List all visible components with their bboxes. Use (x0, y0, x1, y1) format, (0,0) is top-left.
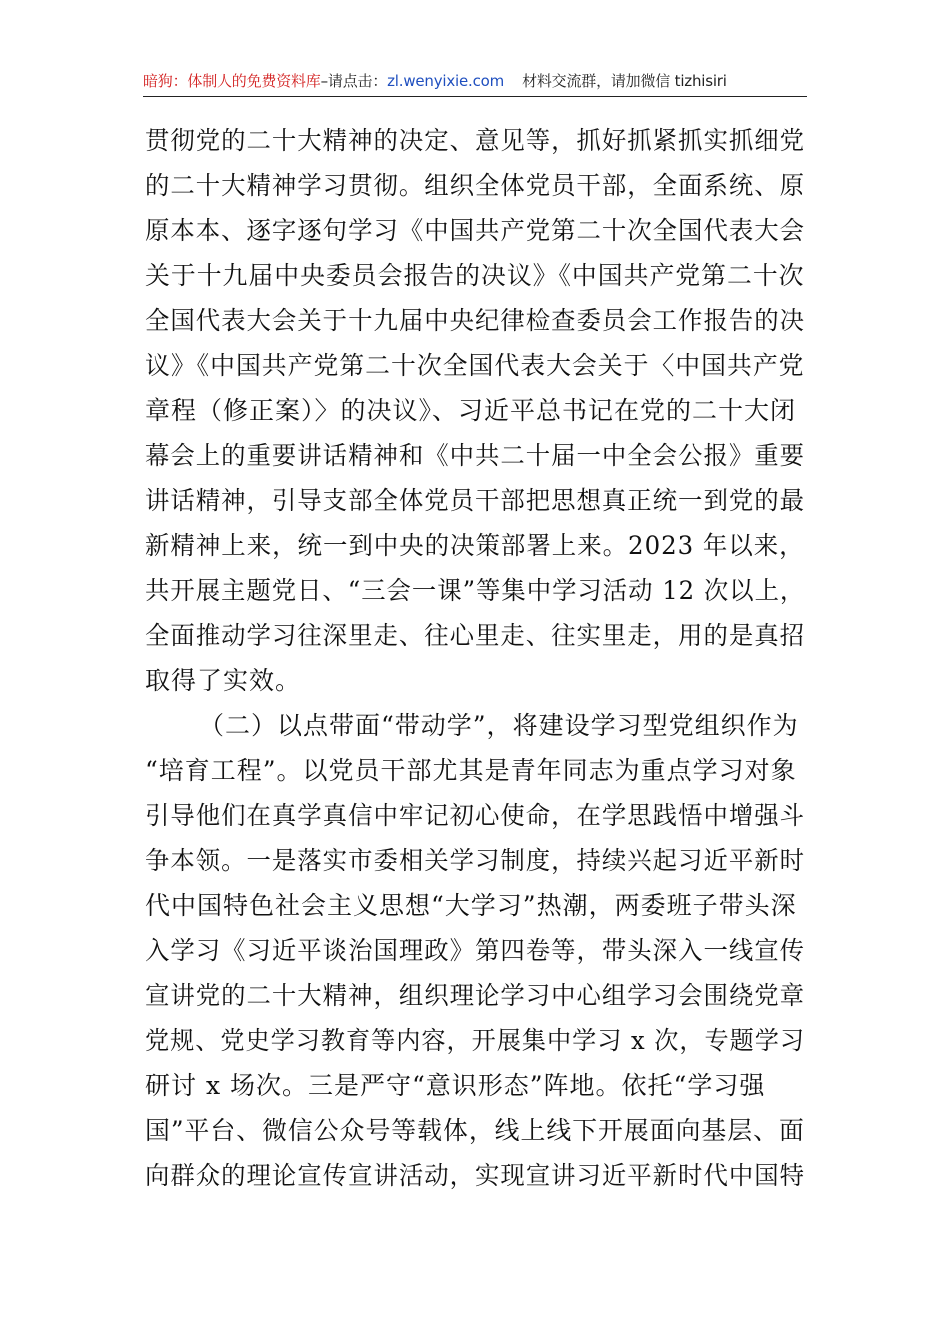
body-line: 新精神上来，统一到中央的决策部署上来。2023 年以来， (145, 531, 805, 560)
body-line: “培育工程”。以党员干部尤其是青年同志为重点学习对象 (145, 756, 797, 785)
body-line: 的二十大精神学习贯彻。组织全体党员干部，全面系统、原 (145, 171, 805, 200)
body-line: 研讨 x 场次。三是严守“意识形态”阵地。依托“学习强 (145, 1071, 766, 1100)
body-line: 幕会上的重要讲话精神和《中共二十届一中全会公报》重要 (145, 441, 805, 470)
body-line: 章程（修正案）〉的决议》、习近平总书记在党的二十大闭 (145, 396, 797, 425)
page-header (143, 66, 807, 97)
header-dash: – (320, 72, 328, 90)
section-heading-line: （二）以点带面“带动学”，将建设学习型党组织作为 (199, 711, 799, 740)
body-line: 争本领。一是落实市委相关学习制度，持续兴起习近平新时 (145, 846, 805, 875)
body-line: 向群众的理论宣传宣讲活动，实现宣讲习近平新时代中国特 (145, 1161, 805, 1190)
body-line: 党规、党史学习教育等内容，开展集中学习 x 次，专题学习 (145, 1026, 805, 1055)
body-line: 贯彻党的二十大精神的决定、意见等，抓好抓紧抓实抓细党 (145, 126, 805, 155)
body-line: 宣讲党的二十大精神，组织理论学习中心组学习会围绕党章 (145, 981, 805, 1010)
body-line: 共开展主题党日、“三会一课”等集中学习活动 12 次以上， (145, 576, 806, 605)
body-line: 全面推动学习往深里走、往心里走、往实里走，用的是真招 (145, 621, 805, 650)
body-line: 关于十九届中央委员会报告的决议》《中国共产党第二十次 (145, 261, 805, 290)
header-group-info: 材料交流群，请加微信 tizhisiri (522, 72, 727, 90)
body-line: 国”平台、微信公众号等载体，线上线下开展面向基层、面 (145, 1116, 805, 1145)
header-brand: 暗狗：体制人的免费资料库 (143, 72, 321, 90)
body-line: 全国代表大会关于十九届中央纪律检查委员会工作报告的决 (145, 306, 805, 335)
body-line: 原本本、逐字逐句学习《中国共产党第二十次全国代表大会 (145, 216, 805, 245)
header-prompt: 请点击： (327, 72, 388, 90)
body-line: 引导他们在真学真信中牢记初心使命，在学思践悟中增强斗 (145, 801, 805, 830)
body-line: 讲话精神，引导支部全体党员干部把思想真正统一到党的最 (145, 486, 805, 515)
body-line: 入学习《习近平谈治国理政》第四卷等，带头深入一线宣传 (145, 936, 805, 965)
header-url-link[interactable]: zl.wenyixie.com (387, 72, 505, 90)
body-line: 代中国特色社会主义思想“大学习”热潮，两委班子带头深 (145, 891, 797, 920)
body-line: 议》《中国共产党第二十次全国代表大会关于〈中国共产党 (145, 351, 805, 380)
body-line: 取得了实效。 (145, 666, 302, 695)
